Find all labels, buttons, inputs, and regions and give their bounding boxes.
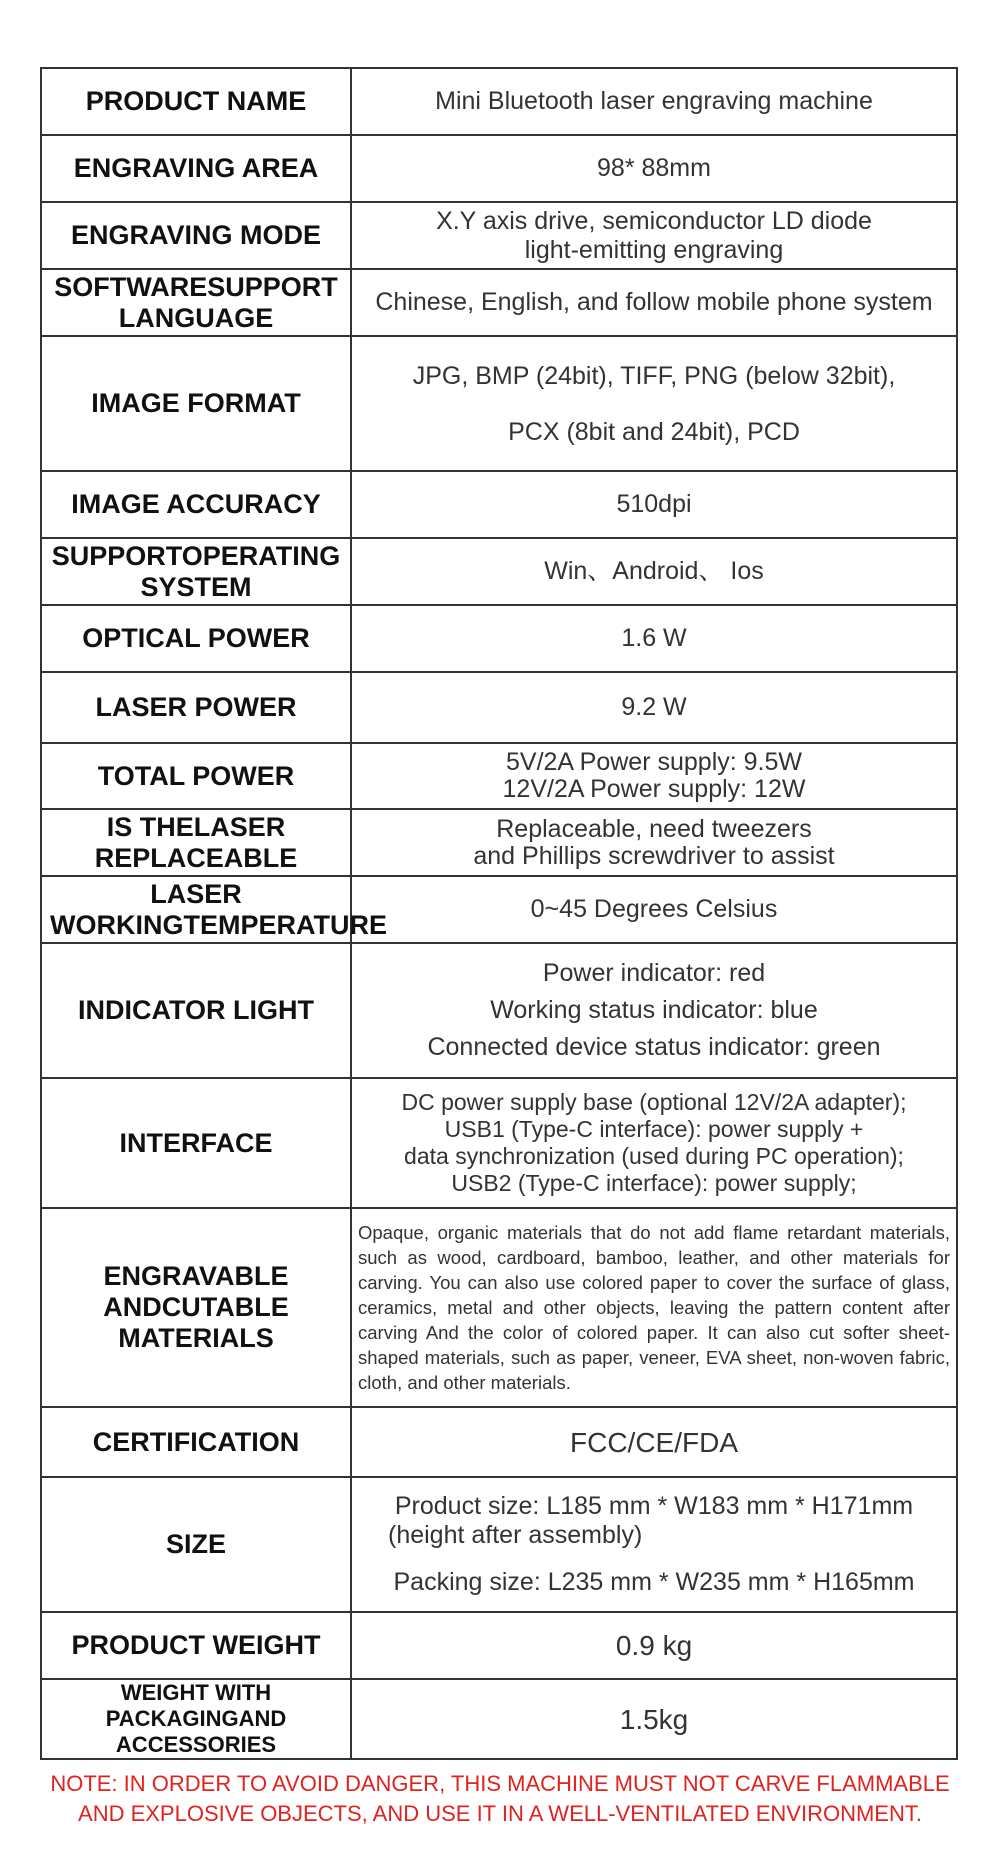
value-operating-system: Win、Android、 Ios (351, 538, 957, 605)
value-interface: DC power supply base (optional 12V/2A adapter); USB1 (Type-C interface): power supply + data synchronization (used during PC operation); USB2 (Type-C interface): power supply; (351, 1078, 957, 1208)
row-size (41, 1477, 957, 1612)
row-laser-power (41, 672, 957, 743)
row-working-temperature (41, 876, 957, 943)
safety-note-line-1: NOTE: IN ORDER TO AVOID DANGER, THIS MACHINE MUST NOT CARVE FLAMMABLE (50, 1771, 950, 1796)
value-image-accuracy: 510dpi (351, 471, 957, 538)
row-interface (41, 1078, 957, 1208)
label-total-power: TOTAL POWER (41, 743, 351, 809)
row-optical-power (41, 605, 957, 672)
value-product-name: Mini Bluetooth laser engraving machine (351, 68, 957, 135)
row-engravable-materials (41, 1208, 957, 1407)
value-indicator-light: Power indicator: red Working status indicator: blue Connected device status indicator: green (351, 943, 957, 1078)
safety-note-line-2: AND EXPLOSIVE OBJECTS, AND USE IT IN A WELL-VENTILATED ENVIRONMENT. (78, 1801, 922, 1826)
value-product-weight: 0.9 kg (351, 1612, 957, 1679)
value-image-format: JPG, BMP (24bit), TIFF, PNG (below 32bit), PCX (8bit and 24bit), PCD (351, 336, 957, 471)
value-laser-power: 9.2 W (351, 672, 957, 743)
label-engraving-mode: ENGRAVING MODE (41, 202, 351, 269)
value-engraving-area: 98* 88mm (351, 135, 957, 202)
value-certification: FCC/CE/FDA (351, 1407, 957, 1477)
row-certification (41, 1407, 957, 1477)
label-laser-replaceable: IS THELASER REPLACEABLE (41, 809, 351, 876)
row-indicator-light (41, 943, 957, 1078)
row-engraving-mode (41, 202, 957, 269)
row-laser-replaceable (41, 809, 957, 876)
label-laser-power: LASER POWER (41, 672, 351, 743)
label-image-accuracy: IMAGE ACCURACY (41, 471, 351, 538)
row-engraving-area (41, 135, 957, 202)
label-software-language: SOFTWARESUPPORT LANGUAGE (41, 269, 351, 336)
label-product-weight: PRODUCT WEIGHT (41, 1612, 351, 1679)
label-product-name: PRODUCT NAME (41, 68, 351, 135)
value-software-language: Chinese, English, and follow mobile phone system (351, 269, 957, 336)
value-weight-packaging: 1.5kg (351, 1679, 957, 1759)
value-working-temperature: 0~45 Degrees Celsius (351, 876, 957, 943)
row-image-accuracy (41, 471, 957, 538)
row-product-name (41, 68, 957, 135)
label-optical-power: OPTICAL POWER (41, 605, 351, 672)
row-image-format (41, 336, 957, 471)
label-operating-system: SUPPORTOPERATING SYSTEM (41, 538, 351, 605)
label-weight-packaging: WEIGHT WITH PACKAGINGAND ACCESSORIES (41, 1679, 351, 1759)
label-indicator-light: INDICATOR LIGHT (41, 943, 351, 1078)
row-total-power (41, 743, 957, 809)
spec-table (40, 67, 958, 1760)
label-size: SIZE (41, 1477, 351, 1612)
row-weight-packaging (41, 1679, 957, 1759)
label-certification: CERTIFICATION (41, 1407, 351, 1477)
value-engraving-mode: X.Y axis drive, semiconductor LD diode light-emitting engraving (351, 202, 957, 269)
value-engravable-materials: Opaque, organic materials that do not add flame retardant materials, such as wood, cardboard, bamboo, leather, and other materials for carving. You can also use colored paper to cover the surface of glass, ceramics, metal and other objects, leaving the pattern content after carving And the color of colored paper. It can also cut softer sheet-shaped materials, such as paper, veneer, EVA sheet, non-woven fabric, cloth, and other materials. (351, 1208, 957, 1407)
label-engraving-area: ENGRAVING AREA (41, 135, 351, 202)
label-image-format: IMAGE FORMAT (41, 336, 351, 471)
label-working-temperature: LASER WORKINGTEMPERATURE (41, 876, 351, 943)
row-operating-system (41, 538, 957, 605)
value-optical-power: 1.6 W (351, 605, 957, 672)
row-software-language (41, 269, 957, 336)
label-interface: INTERFACE (41, 1078, 351, 1208)
value-size: Product size: L185 mm * W183 mm * H171mm (height after assembly) Packing size: L235 mm * W235 mm * H165mm (351, 1477, 957, 1612)
row-product-weight (41, 1612, 957, 1679)
label-engravable-materials: ENGRAVABLE ANDCUTABLE MATERIALS (41, 1208, 351, 1407)
value-total-power: 5V/2A Power supply: 9.5W 12V/2A Power supply: 12W (351, 743, 957, 809)
value-laser-replaceable: Replaceable, need tweezers and Phillips screwdriver to assist (351, 809, 957, 876)
safety-note (20, 1769, 980, 1829)
